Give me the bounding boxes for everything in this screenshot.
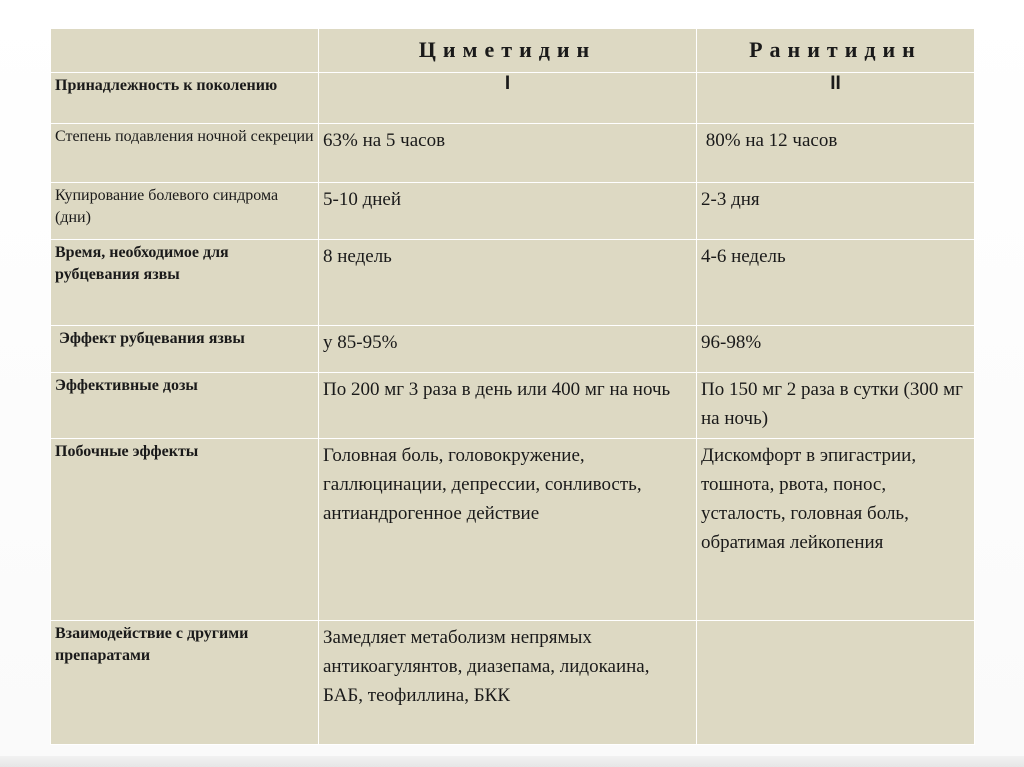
comparison-table [50,28,975,745]
cell-ranitidine-effective-doses: По 150 мг 2 раза в сутки (300 мг на ночь) [697,373,975,439]
cell-ranitidine-night-secretion: 80% на 12 часов [697,124,975,183]
cell-cimetidine-side-effects: Головная боль, головокружение, галлюцинации, депрессии, сонливость, антиандрогенное действие [319,439,697,621]
cell-ranitidine-interactions [697,621,975,745]
row-label-generation: Принадлежность к поколению [51,73,319,124]
table-row [51,240,975,326]
cell-ranitidine-generation: II [697,73,975,124]
row-label-night-secretion: Степень подавления ночной секреции [51,124,319,183]
slide-bottom-edge [0,756,1024,767]
cell-cimetidine-pain-relief: 5-10 дней [319,183,697,240]
row-label-effective-doses: Эффективные дозы [51,373,319,439]
table-row [51,373,975,439]
header-corner-cell [51,29,319,73]
cell-cimetidine-healing-effect: у 85-95% [319,326,697,373]
table-row [51,621,975,745]
table-row [51,183,975,240]
header-cimetidine: Циметидин [319,29,697,73]
table-header-row [51,29,975,73]
row-label-pain-relief: Купирование болевого синдрома (дни) [51,183,319,240]
table-row [51,73,975,124]
cell-cimetidine-generation: I [319,73,697,124]
cell-ranitidine-pain-relief: 2-3 дня [697,183,975,240]
cell-cimetidine-effective-doses: По 200 мг 3 раза в день или 400 мг на ночь [319,373,697,439]
header-ranitidine: Ранитидин [697,29,975,73]
row-label-healing-effect: Эффект рубцевания язвы [51,326,319,373]
table-row [51,124,975,183]
row-label-healing-time: Время, необходимое для рубцевания язвы [51,240,319,326]
cell-cimetidine-interactions: Замедляет метаболизм непрямых антикоагулянтов, диазепама, лидокаина, БАБ, теофиллина, БКК [319,621,697,745]
table-row [51,439,975,621]
table-row [51,326,975,373]
cell-cimetidine-healing-time: 8 недель [319,240,697,326]
row-label-interactions: Взаимодействие с другими препаратами [51,621,319,745]
row-label-side-effects: Побочные эффекты [51,439,319,621]
cell-ranitidine-healing-effect: 96-98% [697,326,975,373]
cell-cimetidine-night-secretion: 63% на 5 часов [319,124,697,183]
cell-ranitidine-side-effects: Дискомфорт в эпигастрии, тошнота, рвота, понос, усталость, головная боль, обратимая лейкопения [697,439,975,621]
cell-ranitidine-healing-time: 4-6 недель [697,240,975,326]
